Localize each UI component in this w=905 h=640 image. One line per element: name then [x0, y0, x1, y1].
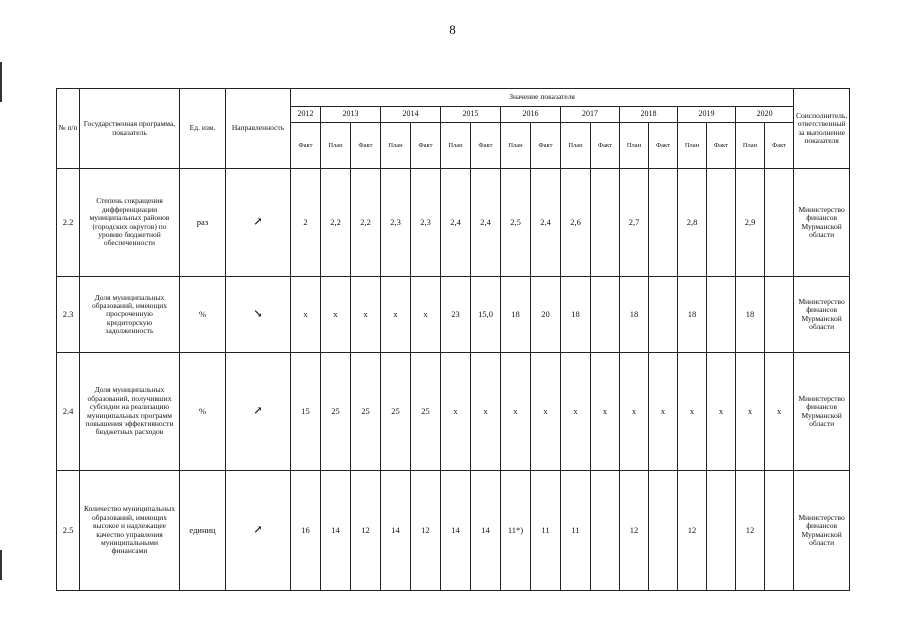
- header-fact: Факт: [765, 123, 794, 169]
- executor-cell: Министерство финансов Мурманской области: [794, 471, 850, 591]
- value-cell: x: [561, 353, 591, 471]
- value-cell: 25: [411, 353, 441, 471]
- value-cell: 2,5: [501, 169, 531, 277]
- header-plan: План: [381, 123, 411, 169]
- value-cell: x: [736, 353, 765, 471]
- indicator-name: Доля муниципальных образований, получивших субсидии на реализацию муниципальных программ повышения эффективности бюджетных расходов: [80, 353, 180, 471]
- value-cell: x: [501, 353, 531, 471]
- value-cell: [707, 169, 736, 277]
- header-year: 2013: [321, 107, 381, 123]
- header-year: 2019: [678, 107, 736, 123]
- row-number: 2.3: [57, 277, 80, 353]
- scan-margin-mark: [0, 550, 2, 580]
- value-cell: [649, 471, 678, 591]
- row-number: 2.5: [57, 471, 80, 591]
- value-cell: 2,7: [620, 169, 649, 277]
- value-cell: 25: [351, 353, 381, 471]
- arrow-up-right-icon: ↗: [253, 405, 263, 418]
- value-cell: 14: [471, 471, 501, 591]
- header-year: 2014: [381, 107, 441, 123]
- value-cell: 14: [381, 471, 411, 591]
- value-cell: x: [351, 277, 381, 353]
- value-cell: 2,3: [381, 169, 411, 277]
- value-cell: 18: [620, 277, 649, 353]
- executor-cell: Министерство финансов Мурманской области: [794, 353, 850, 471]
- value-cell: 15: [291, 353, 321, 471]
- value-cell: x: [649, 353, 678, 471]
- direction-cell: [226, 353, 291, 471]
- header-year: 2018: [620, 107, 678, 123]
- value-cell: 12: [411, 471, 441, 591]
- value-cell: 20: [531, 277, 561, 353]
- executor-cell: Министерство финансов Мурманской области: [794, 277, 850, 353]
- value-cell: x: [291, 277, 321, 353]
- value-cell: x: [441, 353, 471, 471]
- unit-cell: раз: [180, 169, 226, 277]
- value-cell: x: [531, 353, 561, 471]
- table-row: [57, 471, 850, 591]
- value-cell: [591, 471, 620, 591]
- header-fact: Факт: [707, 123, 736, 169]
- header-plan: План: [678, 123, 707, 169]
- header-year: 2020: [736, 107, 794, 123]
- value-cell: x: [471, 353, 501, 471]
- value-cell: 16: [291, 471, 321, 591]
- header-fact: Факт: [471, 123, 501, 169]
- value-cell: [649, 277, 678, 353]
- value-cell: [591, 169, 620, 277]
- value-cell: 23: [441, 277, 471, 353]
- value-cell: 2,4: [441, 169, 471, 277]
- direction-cell: [226, 471, 291, 591]
- header-year: 2012: [291, 107, 321, 123]
- value-cell: 2,8: [678, 169, 707, 277]
- unit-cell: единиц: [180, 471, 226, 591]
- value-cell: 2,6: [561, 169, 591, 277]
- value-cell: 12: [351, 471, 381, 591]
- value-cell: 12: [736, 471, 765, 591]
- value-cell: [765, 277, 794, 353]
- header-fact: Факт: [411, 123, 441, 169]
- header-fact: Факт: [591, 123, 620, 169]
- direction-cell: [226, 277, 291, 353]
- value-cell: x: [707, 353, 736, 471]
- value-cell: 2,4: [471, 169, 501, 277]
- arrow-down-right-icon: ↘: [253, 308, 263, 321]
- value-cell: 18: [561, 277, 591, 353]
- value-cell: [649, 169, 678, 277]
- row-number: 2.2: [57, 169, 80, 277]
- value-cell: x: [411, 277, 441, 353]
- value-cell: x: [765, 353, 794, 471]
- header-year: 2017: [561, 107, 620, 123]
- direction-cell: [226, 169, 291, 277]
- arrow-up-right-icon: ↗: [253, 524, 263, 537]
- page-number: 8: [449, 22, 456, 37]
- value-cell: 18: [501, 277, 531, 353]
- value-cell: 18: [678, 277, 707, 353]
- arrow-up-right-icon: ↗: [253, 216, 263, 229]
- header-year: 2016: [501, 107, 561, 123]
- value-cell: 11*): [501, 471, 531, 591]
- header-plan: План: [441, 123, 471, 169]
- value-cell: 18: [736, 277, 765, 353]
- indicator-table: [56, 88, 850, 591]
- indicator-name: Доля муниципальных образований, имеющих просроченную кредиторскую задолженность: [80, 277, 180, 353]
- value-cell: [765, 169, 794, 277]
- value-cell: 25: [381, 353, 411, 471]
- header-direction: Направленность: [226, 89, 291, 169]
- table-row: [57, 169, 850, 277]
- unit-cell: %: [180, 277, 226, 353]
- header-plan: План: [561, 123, 591, 169]
- value-cell: 14: [441, 471, 471, 591]
- header-fact: Факт: [351, 123, 381, 169]
- value-cell: [707, 471, 736, 591]
- value-cell: x: [321, 277, 351, 353]
- header-fact: Факт: [531, 123, 561, 169]
- header-num: № п/п: [57, 89, 80, 169]
- value-cell: 14: [321, 471, 351, 591]
- unit-cell: %: [180, 353, 226, 471]
- value-cell: 2: [291, 169, 321, 277]
- value-cell: 2,4: [531, 169, 561, 277]
- value-cell: 25: [321, 353, 351, 471]
- indicator-name: Количество муниципальных образований, имеющих высокое и надлежащее качество управления муниципальными финансами: [80, 471, 180, 591]
- executor-cell: Министерство финансов Мурманской области: [794, 169, 850, 277]
- value-cell: 2,2: [321, 169, 351, 277]
- header-unit: Ед. изм.: [180, 89, 226, 169]
- value-cell: x: [678, 353, 707, 471]
- value-cell: 2,9: [736, 169, 765, 277]
- header-plan: План: [321, 123, 351, 169]
- header-fact: Факт: [649, 123, 678, 169]
- indicator-name: Степень сокращения дифференциации муниципальных районов (городских округов) по уровню бюджетной обеспеченности: [80, 169, 180, 277]
- value-cell: 12: [620, 471, 649, 591]
- header-year: 2015: [441, 107, 501, 123]
- row-number: 2.4: [57, 353, 80, 471]
- scan-margin-mark: [0, 62, 2, 102]
- value-cell: x: [591, 353, 620, 471]
- header-program: Государственная программа, показатель: [80, 89, 180, 169]
- value-cell: x: [620, 353, 649, 471]
- value-cell: [591, 277, 620, 353]
- value-cell: 2,2: [351, 169, 381, 277]
- value-cell: 2,3: [411, 169, 441, 277]
- value-cell: [707, 277, 736, 353]
- value-cell: [765, 471, 794, 591]
- header-plan: План: [501, 123, 531, 169]
- value-cell: 12: [678, 471, 707, 591]
- value-cell: 11: [531, 471, 561, 591]
- value-cell: 11: [561, 471, 591, 591]
- value-cell: 15,0: [471, 277, 501, 353]
- table-row: [57, 353, 850, 471]
- value-cell: x: [381, 277, 411, 353]
- header-executor: Соисполнитель, ответственный за выполнение показателя: [794, 89, 850, 169]
- header-value-title: Значение показателя: [291, 89, 794, 107]
- header-plan: План: [620, 123, 649, 169]
- header-plan: План: [736, 123, 765, 169]
- header-fact: Факт: [291, 123, 321, 169]
- table-row: [57, 277, 850, 353]
